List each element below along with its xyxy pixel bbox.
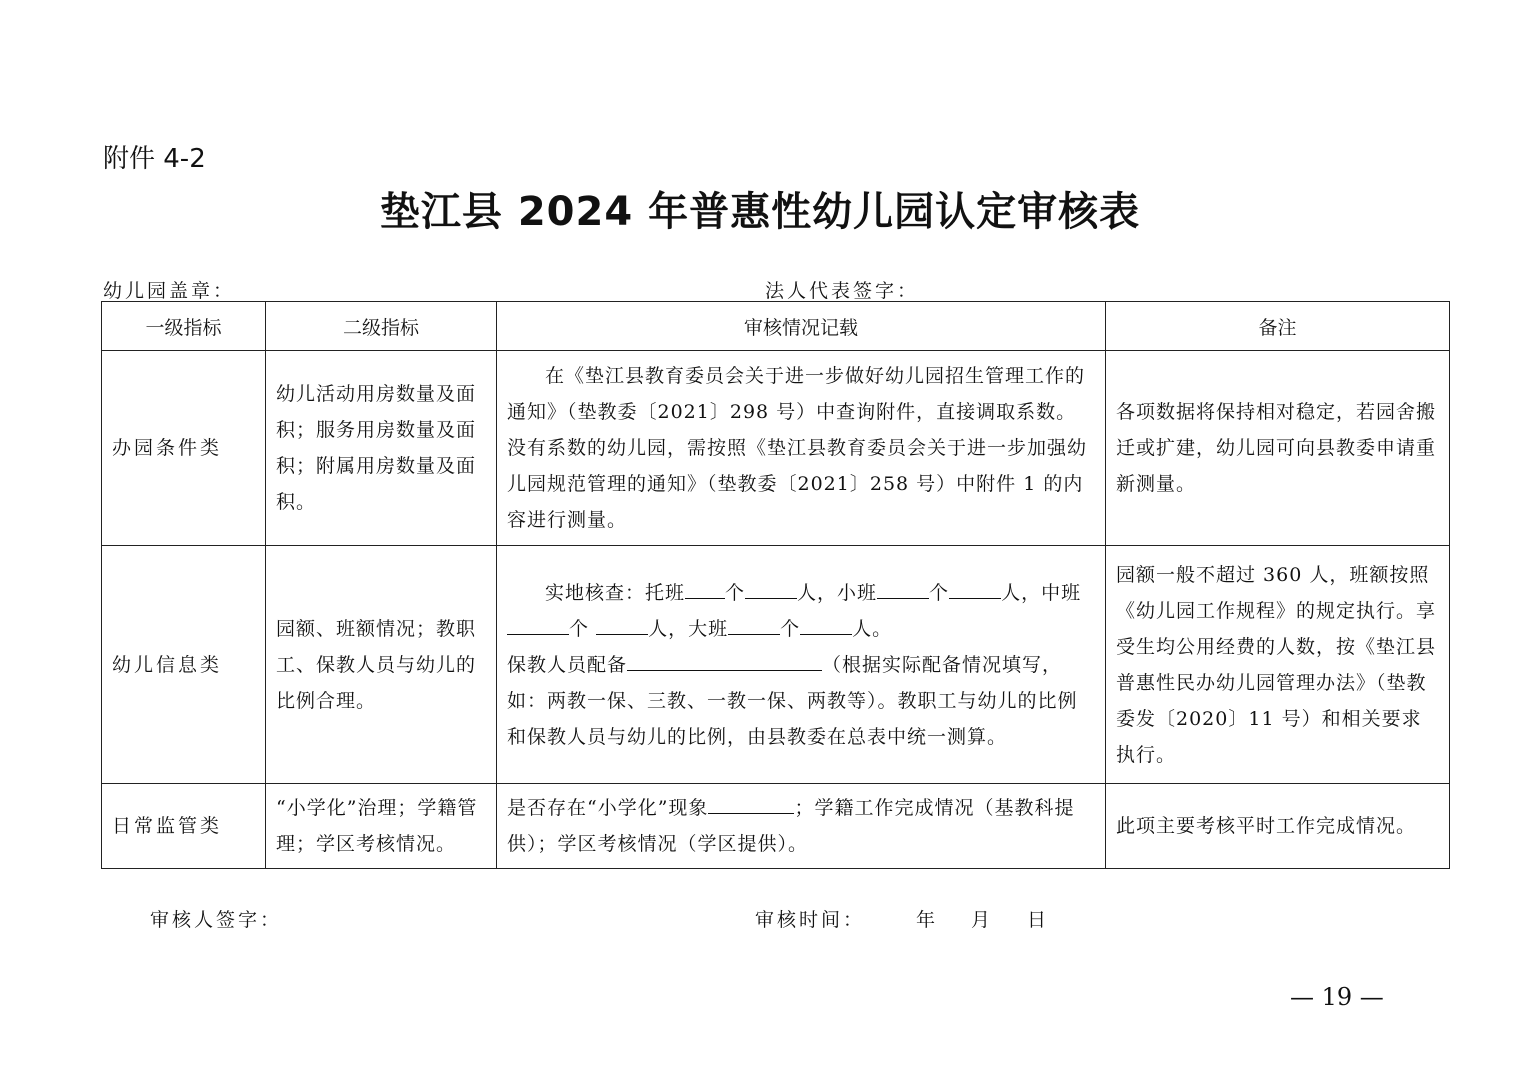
legal-representative-signature-label: 法人代表签字： (765, 280, 920, 302)
level1-cell: 办园条件类 (102, 351, 266, 546)
record-cell: 在《垫江县教育委员会关于进一步做好幼儿园招生管理工作的通知》（垫教委〔2021〕298 号）中查询附件，直接调取系数。没有系数的幼儿园，需按照《垫江县教育委员会关于进一步加强幼儿园规范管理的通知》（垫教委〔2021〕258 号）中附件 1 的内容进行测量。 (497, 351, 1106, 546)
remark-cell: 此项主要考核平时工作完成情况。 (1106, 784, 1450, 869)
table-row (102, 546, 1450, 784)
header-review-record: 审核情况记载 (497, 302, 1106, 351)
level2-cell: “小学化”治理；学籍管理；学区考核情况。 (266, 784, 497, 869)
level2-cell: 园额、班额情况；教职工、保教人员与幼儿的比例合理。 (266, 546, 497, 784)
record-text: 是否存在“小学化”现象 (507, 797, 709, 819)
record-text: 个 (725, 581, 746, 604)
month-label: 月 (971, 909, 991, 931)
document-title: 垫江县 2024 年普惠性幼儿园认定审核表 (379, 189, 1141, 235)
record-cell (497, 546, 1106, 784)
record-text: （根据实际配备情况填写，如：两教一保、三教、一教一保、两教等）。教职工与幼儿的比例和保教人员与幼儿的比例，由县教委在总表中统一测算。 (507, 653, 1078, 748)
table-header-row (102, 302, 1450, 351)
blank-line[interactable] (949, 579, 1001, 599)
year-label: 年 (916, 909, 936, 931)
day-label: 日 (1027, 909, 1047, 931)
blank-line[interactable] (627, 651, 822, 671)
blank-line[interactable] (800, 615, 852, 635)
record-line-inspection (507, 575, 1095, 647)
record-text: 个 (780, 617, 801, 640)
blank-line[interactable] (728, 615, 780, 635)
header-remark: 备注 (1106, 302, 1450, 351)
record-text: 人，中班 (1001, 581, 1082, 604)
attachment-label: 附件 4-2 (103, 144, 206, 174)
remark-cell: 各项数据将保持相对稳定，若园舍搬迁或扩建，幼儿园可向县教委申请重新测量。 (1106, 351, 1450, 546)
review-table (101, 301, 1450, 869)
record-line-staffing (507, 647, 1095, 755)
remark-cell: 园额一般不超过 360 人，班额按照《幼儿园工作规程》的规定执行。享受生均公用经费的人数，按《垫江县普惠性民办幼儿园管理办法》（垫教委发〔2020〕11 号）和相关要求执行。 (1106, 546, 1450, 784)
blank-line[interactable] (507, 615, 569, 635)
level1-cell: 日常监管类 (102, 784, 266, 869)
reviewer-signature-label: 审核人签字： (150, 909, 283, 931)
record-text: 保教人员配备 (507, 653, 628, 676)
record-text: 实地核查：托班 (545, 581, 686, 604)
record-cell (497, 784, 1106, 869)
record-text: ；学籍工作完成情况（基教科提供）；学区考核情况（学区提供）。 (507, 797, 1075, 855)
review-time-label: 审核时间： (755, 909, 866, 931)
kindergarten-stamp-label: 幼儿园盖章： (103, 280, 236, 302)
header-level2-indicator: 二级指标 (266, 302, 497, 351)
record-text: 个 (929, 581, 950, 604)
blank-line[interactable] (877, 579, 929, 599)
table-row (102, 351, 1450, 546)
page-number: — 19 — (1290, 983, 1384, 1011)
blank-line[interactable] (685, 579, 725, 599)
record-text: 人，小班 (797, 581, 878, 604)
table-row (102, 784, 1450, 869)
record-text: 人，大班 (648, 617, 729, 640)
blank-line[interactable] (596, 615, 648, 635)
record-text: 人。 (852, 617, 893, 640)
level2-cell: 幼儿活动用房数量及面积；服务用房数量及面积；附属用房数量及面积。 (266, 351, 497, 546)
record-text: 个 (569, 617, 590, 640)
blank-line[interactable] (745, 579, 797, 599)
level1-cell: 幼儿信息类 (102, 546, 266, 784)
blank-line[interactable] (708, 794, 794, 814)
header-level1-indicator: 一级指标 (102, 302, 266, 351)
